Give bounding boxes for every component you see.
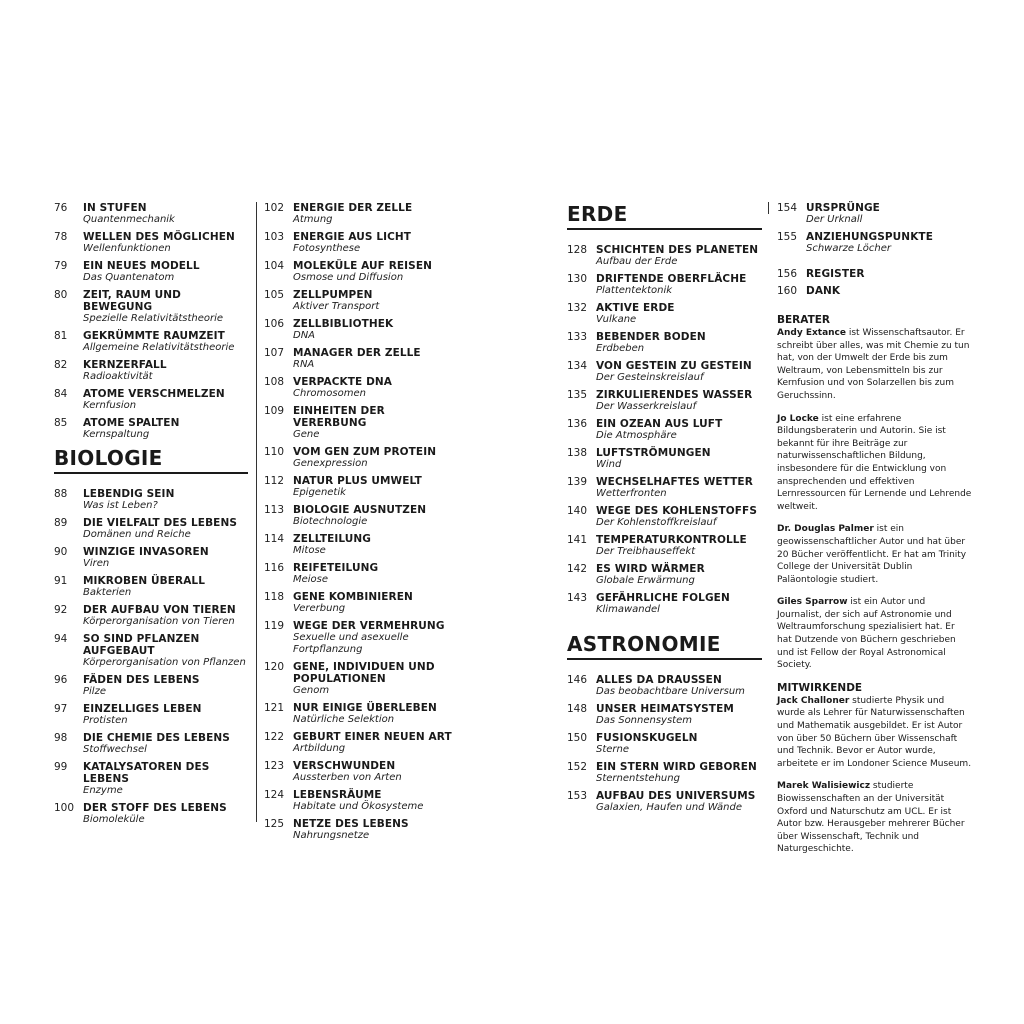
entry-title: WEGE DER VERMEHRUNG [293,620,445,632]
credit-paragraph [777,780,972,856]
page-number: 114 [264,533,285,545]
toc-entry [264,702,458,726]
toc-entry [567,761,762,785]
entry-title: BEBENDER BODEN [596,331,706,343]
entry-subtitle: Habitate und Ökosysteme [293,801,424,812]
page-number: 150 [567,732,588,744]
toc-entry [567,244,762,268]
credit-paragraph [777,523,972,586]
toc-entry [567,732,762,756]
entry-subtitle: Genexpression [293,458,368,469]
page-number: 153 [567,790,588,802]
toc-entry [54,674,248,698]
entry-subtitle: Domänen und Reiche [83,529,191,540]
entry-subtitle: Körperorganisation von Pflanzen [83,657,246,668]
entry-subtitle: Radioaktivität [83,371,153,382]
toc-entry [264,289,458,313]
entry-title: EINHEITEN DER VERERBUNG [293,405,385,429]
entry-title: KATALYSATOREN DES LEBENS [83,761,210,785]
page-number: 148 [567,703,588,715]
toc-entry [264,231,458,255]
page-number: 80 [54,289,68,301]
page-number: 81 [54,330,68,342]
page-number: 141 [567,534,588,546]
entry-subtitle: Das Sonnensystem [596,715,693,726]
entry-subtitle: Globale Erwärmung [596,575,695,586]
entry-subtitle: Schwarze Löcher [806,243,891,254]
page-number: 121 [264,702,285,714]
entry-subtitle: Der Wasserkreislauf [596,401,697,412]
page-number: 91 [54,575,68,587]
page-number: 102 [264,202,285,214]
entry-subtitle: Kernspaltung [83,429,150,440]
toc-entry [567,703,762,727]
entry-title: EIN STERN WIRD GEBOREN [596,761,757,773]
credit-paragraph [777,695,972,771]
entry-subtitle: Genom [293,685,330,696]
page-number: 97 [54,703,68,715]
entry-title: NATUR PLUS UMWELT [293,475,422,487]
toc-entry [777,268,972,280]
toc-entry [567,534,762,558]
entry-subtitle: Sterne [596,744,630,755]
page-number: 154 [777,202,798,214]
entry-subtitle: Die Atmosphäre [596,430,677,441]
entry-title: REGISTER [806,268,865,280]
entry-subtitle: Vulkane [596,314,637,325]
entry-subtitle: Wind [596,459,622,470]
toc-entry [54,575,248,599]
entry-title: ZELLTEILUNG [293,533,372,545]
page-number: 120 [264,661,285,673]
toc-entry [264,504,458,528]
page-number: 98 [54,732,68,744]
toc-entry [264,533,458,557]
entry-title: ES WIRD WÄRMER [596,563,705,575]
page-number: 122 [264,731,285,743]
entry-title: EINZELLIGES LEBEN [83,703,202,715]
toc-list [777,202,972,255]
entry-title: MANAGER DER ZELLE [293,347,421,359]
entry-title: UNSER HEIMATSYSTEM [596,703,734,715]
toc-column-3 [567,202,762,819]
toc-entry [264,562,458,586]
toc-entry [567,302,762,326]
toc-entry [264,405,458,441]
entry-title: WECHSELHAFTES WETTER [596,476,753,488]
page-number: 142 [567,563,588,575]
toc-entry [567,476,762,500]
page-number: 128 [567,244,588,256]
entry-title: REIFETEILUNG [293,562,379,574]
toc-entry [54,604,248,628]
toc-list [54,488,248,826]
credits-list [777,695,972,856]
entry-title: AKTIVE ERDE [596,302,675,314]
toc-list [567,674,762,814]
toc-entry [54,231,248,255]
entry-subtitle: Was ist Leben? [83,500,158,511]
entry-title: SCHICHTEN DES PLANETEN [596,244,759,256]
toc-entry [264,789,458,813]
page-number: 134 [567,360,588,372]
toc-entry [567,674,762,698]
section-heading-astronomie: ASTRONOMIE [567,632,762,660]
toc-entry [264,475,458,499]
page-number: 123 [264,760,285,772]
entry-title: ENERGIE AUS LICHT [293,231,412,243]
section-heading-biologie: BIOLOGIE [54,446,248,474]
entry-title: DIE CHEMIE DES LEBENS [83,732,230,744]
entry-subtitle: RNA [293,359,315,370]
page-number: 96 [54,674,68,686]
entry-title: MOLEKÜLE AUF REISEN [293,260,432,272]
page-number: 92 [54,604,68,616]
entry-subtitle: Mitose [293,545,326,556]
page-number: 124 [264,789,285,801]
entry-subtitle: Quantenmechanik [83,214,175,225]
page-number: 103 [264,231,285,243]
entry-subtitle: Fotosynthese [293,243,361,254]
credit-paragraph [777,596,972,672]
page-number: 82 [54,359,68,371]
entry-title: GENE KOMBINIEREN [293,591,413,603]
page-number: 125 [264,818,285,830]
entry-title: LEBENSRÄUME [293,789,382,801]
page-number: 146 [567,674,588,686]
toc-entry [54,761,248,797]
entry-title: AUFBAU DES UNIVERSUMS [596,790,756,802]
entry-title: DRIFTENDE OBERFLÄCHE [596,273,747,285]
entry-title: NUR EINIGE ÜBERLEBEN [293,702,437,714]
entry-subtitle: Aussterben von Arten [293,772,402,783]
entry-title: ANZIEHUNGSPUNKTE [806,231,933,243]
entry-title: SO SIND PFLANZEN AUFGEBAUT [83,633,200,657]
toc-entry [264,731,458,755]
entry-subtitle: Galaxien, Haufen und Wände [596,802,743,813]
column-divider [256,202,257,822]
toc-column-4 [777,202,972,866]
entry-subtitle: DNA [293,330,316,341]
entry-title: ENERGIE DER ZELLE [293,202,413,214]
toc-entry [264,760,458,784]
credit-name: Marek Walisiewicz [777,781,871,792]
entry-title: TEMPERATURKONTROLLE [596,534,747,546]
page-number: 90 [54,546,68,558]
entry-subtitle: Allgemeine Relativitätstheorie [83,342,235,353]
entry-subtitle: Biomoleküle [83,814,145,825]
section-heading-erde: ERDE [567,202,762,230]
page-number: 156 [777,268,798,280]
entry-subtitle: Spezielle Relativitätstheorie [83,313,224,324]
entry-title: DER AUFBAU VON TIEREN [83,604,236,616]
page-number: 110 [264,446,285,458]
entry-subtitle: Artbildung [293,743,346,754]
toc-entry [54,388,248,412]
toc-entry [54,330,248,354]
column-divider [768,202,769,214]
toc-entry [54,359,248,383]
page-number: 143 [567,592,588,604]
page-number: 105 [264,289,285,301]
entry-title: GEFÄHRLICHE FOLGEN [596,592,730,604]
toc-entry [264,376,458,400]
page-number: 88 [54,488,68,500]
entry-title: GEKRÜMMTE RAUMZEIT [83,330,225,342]
toc-entry [567,505,762,529]
entry-title: WELLEN DES MÖGLICHEN [83,231,235,243]
toc-entry [567,790,762,814]
page-number: 118 [264,591,285,603]
credit-paragraph [777,413,972,514]
entry-subtitle: Sexuelle und asexuelle Fortpflanzung [293,632,409,655]
entry-subtitle: Vererbung [293,603,346,614]
entry-subtitle: Kernfusion [83,400,137,411]
toc-entry [567,418,762,442]
entry-subtitle: Plattentektonik [596,285,673,296]
entry-title: ZELLPUMPEN [293,289,373,301]
credit-name: Andy Extance [777,328,846,338]
toc-entry [567,563,762,587]
toc-list [264,202,458,842]
page-number: 78 [54,231,68,243]
entry-title: WEGE DES KOHLENSTOFFS [596,505,757,517]
entry-title: VON GESTEIN ZU GESTEIN [596,360,752,372]
entry-title: EIN OZEAN AUS LUFT [596,418,723,430]
credit-text: ist Wissenschaftsautor. Er schreibt über alles, was mit Chemie zu tun hat, von der Umwelt der Erde bis zum Weltraum, von Lebensmitteln bis zur Kernfusion und von Solarzellen bis zum Geruchssinn. [777,328,970,401]
toc-list [54,202,248,441]
entry-title: DANK [806,285,841,297]
entry-title: FÄDEN DES LEBENS [83,674,200,686]
credit-text: ist ein geowissenschaftlicher Autor und hat über 20 Bücher veröffentlicht. Er hat am Trinity College der Universität Dublin Paläontologie studiert. [777,524,967,585]
credit-name: Jo Locke [777,413,819,424]
entry-subtitle: Aufbau der Erde [596,256,678,267]
page-number: 139 [567,476,588,488]
toc-entry [777,285,972,297]
page-number: 132 [567,302,588,314]
entry-title: NETZE DES LEBENS [293,818,409,830]
page-number: 140 [567,505,588,517]
credit-paragraph [777,327,972,403]
entry-title: URSPRÜNGE [806,202,880,214]
page-number: 119 [264,620,285,632]
entry-title: IN STUFEN [83,202,147,214]
credit-name: Giles Sparrow [777,597,848,608]
entry-subtitle: Stoffwechsel [83,744,147,755]
toc-entry [54,517,248,541]
entry-subtitle: Bakterien [83,587,132,598]
entry-title: DIE VIELFALT DES LEBENS [83,517,238,529]
page-number: 116 [264,562,285,574]
entry-subtitle: Gene [293,429,320,440]
entry-subtitle: Enzyme [83,785,123,796]
entry-subtitle: Aktiver Transport [293,301,380,312]
entry-title: GEBURT EINER NEUEN ART [293,731,452,743]
entry-title: ATOME SPALTEN [83,417,180,429]
toc-entry [54,802,248,826]
page-number: 76 [54,202,68,214]
entry-subtitle: Biotechnologie [293,516,368,527]
page-number: 84 [54,388,68,400]
page-number: 113 [264,504,285,516]
entry-subtitle: Wellenfunktionen [83,243,171,254]
entry-title: LUFTSTRÖMUNGEN [596,447,711,459]
toc-entry [264,620,458,656]
entry-title: MIKROBEN ÜBERALL [83,575,206,587]
page-number: 100 [54,802,75,814]
entry-subtitle: Meiose [293,574,329,585]
toc-entry [54,289,248,325]
entry-subtitle: Erdbeben [596,343,645,354]
toc-entry [54,703,248,727]
credit-name: Dr. Douglas Palmer [777,524,874,535]
page-number: 138 [567,447,588,459]
toc-entry [54,417,248,441]
entry-title: VERPACKTE DNA [293,376,393,388]
entry-subtitle: Atmung [293,214,333,225]
entry-title: ZEIT, RAUM UND BEWEGUNG [83,289,181,313]
entry-subtitle: Viren [83,558,110,569]
entry-subtitle: Epigenetik [293,487,346,498]
entry-title: VOM GEN ZUM PROTEIN [293,446,437,458]
page-number: 89 [54,517,68,529]
page-number: 107 [264,347,285,359]
toc-entry [264,347,458,371]
entry-subtitle: Natürliche Selektion [293,714,395,725]
entry-subtitle: Das Quantenatom [83,272,175,283]
entry-title: ALLES DA DRAUSSEN [596,674,722,686]
entry-title: BIOLOGIE AUSNUTZEN [293,504,427,516]
credits-heading-mitwirkende: MITWIRKENDE [777,681,863,694]
page-number: 130 [567,273,588,285]
entry-subtitle: Pilze [83,686,106,697]
toc-list [567,244,762,616]
page-number: 136 [567,418,588,430]
entry-title: GENE, INDIVIDUEN UND POPULATIONEN [293,661,435,685]
toc-entry [264,591,458,615]
credits-list [777,327,972,672]
toc-column-1 [54,202,248,831]
entry-title: VERSCHWUNDEN [293,760,396,772]
entry-subtitle: Nahrungsnetze [293,830,370,841]
toc-entry [264,202,458,226]
toc-column-2 [264,202,458,847]
page-number: 133 [567,331,588,343]
entry-subtitle: Das beobachtbare Universum [596,686,745,697]
entry-title: ZELLBIBLIOTHEK [293,318,394,330]
credit-text: studierte Biowissenschaften an der Universität Oxford und Naturschutz am UCL. Er ist Autor bzw. Herausgeber mehrerer Bücher über Wissenschaft, Technik und Naturgeschichte. [777,781,965,855]
entry-title: DER STOFF DES LEBENS [83,802,227,814]
page-number: 108 [264,376,285,388]
page-number: 152 [567,761,588,773]
page-number: 112 [264,475,285,487]
toc-entry [264,818,458,842]
entry-subtitle: Der Kohlenstoffkreislauf [596,517,717,528]
entry-subtitle: Protisten [83,715,128,726]
page-number: 79 [54,260,68,272]
page-number: 94 [54,633,68,645]
entry-subtitle: Osmose und Diffusion [293,272,404,283]
entry-title: ZIRKULIERENDES WASSER [596,389,753,401]
toc-entry [567,592,762,616]
page-number: 109 [264,405,285,417]
toc-entry [777,231,972,255]
entry-subtitle: Klimawandel [596,604,660,615]
toc-entry [264,661,458,697]
toc-entry [264,446,458,470]
toc-entry [567,331,762,355]
credits-heading-berater: BERATER [777,314,830,326]
entry-title: WINZIGE INVASOREN [83,546,209,558]
entry-title: KERNZERFALL [83,359,167,371]
toc-entry [54,546,248,570]
toc-entry [567,389,762,413]
toc-entry [264,318,458,342]
entry-title: FUSIONSKUGELN [596,732,698,744]
credit-text: studierte Physik und wurde als Lehrer für Naturwissenschaften und Mathematik ausgebildet. Er ist Autor von über 50 Büchern über Wissenschaft und Technik. Bevor er Autor wurde, arbeitete er im Londoner Science Museum. [777,695,972,769]
entry-subtitle: Wetterfronten [596,488,667,499]
toc-entry [567,447,762,471]
entry-subtitle: Chromosomen [293,388,366,399]
toc-entry [54,633,248,669]
page-number: 85 [54,417,68,429]
entry-subtitle: Der Gesteinskreislauf [596,372,704,383]
toc-entry [54,260,248,284]
page-number: 135 [567,389,588,401]
toc-entry [54,488,248,512]
toc-list [777,268,972,297]
toc-entry [54,202,248,226]
credit-name: Jack Challoner [777,695,850,706]
toc-entry [777,202,972,226]
toc-entry [54,732,248,756]
credit-text: ist ein Autor und Journalist, der sich auf Astronomie und Weltraumforschung spezialisiert hat. Er hat Dutzende von Büchern geschrieben und ist Fellow der Royal Astronomical Society. [777,597,956,671]
entry-subtitle: Sternentstehung [596,773,680,784]
toc-entry [264,260,458,284]
entry-title: EIN NEUES MODELL [83,260,200,272]
entry-subtitle: Der Urknall [806,214,863,225]
toc-entry [567,273,762,297]
entry-title: LEBENDIG SEIN [83,488,175,500]
toc-entry [567,360,762,384]
credit-text: ist eine erfahrene Bildungsberaterin und Autorin. Sie ist bekannt für ihre Beiträge zur naturwissenschaftlichen Bildung, insbesondere für die Entwicklung von ansprechenden und effektiven Lernressourcen für Lernende und Lehrende weltweit. [777,413,972,512]
entry-subtitle: Körperorganisation von Tieren [83,616,235,627]
page-number: 106 [264,318,285,330]
entry-title: ATOME VERSCHMELZEN [83,388,225,400]
page-number: 155 [777,231,798,243]
page-number: 160 [777,285,798,297]
page-number: 104 [264,260,285,272]
page-number: 99 [54,761,68,773]
entry-subtitle: Der Treibhauseffekt [596,546,696,557]
